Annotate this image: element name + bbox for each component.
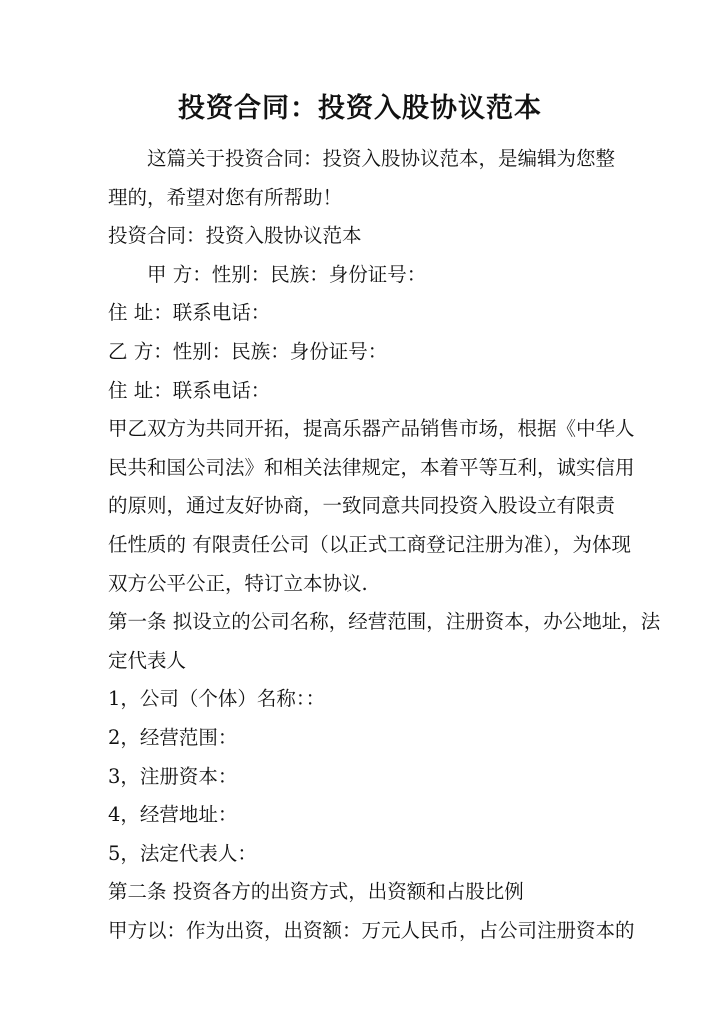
article-1-item-4: 4，经营地址：	[108, 803, 238, 827]
article-1-heading-line-2: 定代表人	[108, 648, 187, 672]
article-2-party-a: 甲方以：作为出资，出资额：万元人民币，占公司注册资本的	[108, 918, 635, 942]
article-1-heading-line-1: 第一条 拟设立的公司名称，经营范围，注册资本，办公地址，法	[108, 610, 661, 634]
party-a-info: 甲 方：性别：民族：身份证号：	[147, 262, 427, 286]
intro-line-1: 这篇关于投资合同：投资入股协议范本，是编辑为您整	[147, 147, 616, 170]
document-title: 投资合同：投资入股协议范本	[178, 93, 542, 124]
party-a-address: 住 址：联系电话：	[108, 301, 271, 325]
article-1-item-5: 5，法定代表人：	[108, 841, 257, 865]
party-b-address: 住 址：联系电话：	[108, 378, 271, 402]
article-1-item-3: 3，注册资本：	[108, 764, 238, 788]
document-body	[108, 140, 661, 950]
article-2-heading: 第二条 投资各方的出资方式，出资额和占股比例	[108, 880, 524, 904]
preamble-line-4: 任性质的 有限责任公司（以正式工商登记注册为准），为体现	[108, 532, 631, 556]
preamble-line-3: 的原则，通过友好协商，一致同意共同投资入股设立有限责	[108, 494, 616, 518]
preamble-line-5: 双方公平公正，特订立本协议.	[108, 571, 368, 595]
subtitle-line: 投资合同：投资入股协议范本	[108, 224, 362, 248]
preamble-line-2: 民共和国公司法》和相关法律规定，本着平等互利，诚实信用	[108, 455, 635, 479]
article-1-item-1: 1，公司（个体）名称：：	[108, 687, 326, 711]
intro-line-2: 理的，希望对您有所帮助！	[108, 185, 343, 209]
article-1-item-2: 2，经营范围：	[108, 725, 238, 749]
preamble-line-1: 甲乙双方为共同开拓，提高乐器产品销售市场，根据《中华人	[108, 417, 635, 441]
party-b-info: 乙 方：性别：民族：身份证号：	[108, 339, 388, 363]
